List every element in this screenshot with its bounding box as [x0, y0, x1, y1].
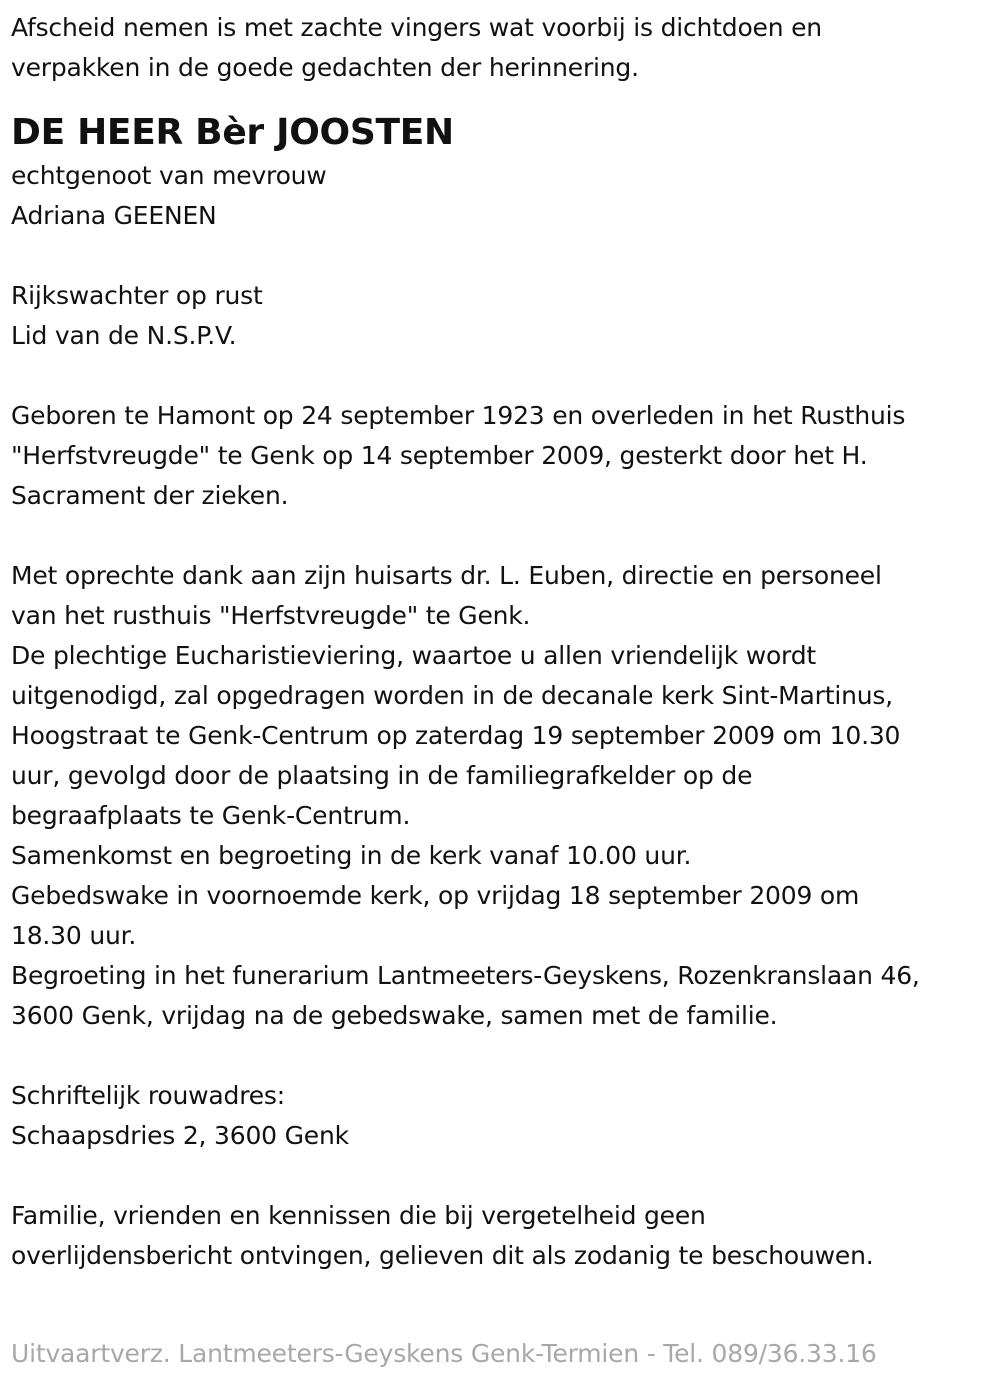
- paragraph-line: De plechtige Eucharistieviering, waartoe u allen vriendelijk wordt: [11, 641, 816, 670]
- spouse-info: [11, 156, 991, 236]
- quote-line: verpakken in de goede gedachten der herinnering.: [11, 53, 639, 82]
- closing-paragraph: [11, 1196, 991, 1276]
- role-line: Lid van de N.S.P.V.: [11, 321, 237, 350]
- paragraph-line: overlijdensbericht ontvingen, gelieven dit als zodanig te beschouwen.: [11, 1241, 874, 1270]
- ceremony-paragraph: [11, 556, 991, 1036]
- quote-line: Afscheid nemen is met zachte vingers wat voorbij is dichtdoen en: [11, 13, 822, 42]
- paragraph-line: Samenkomst en begroeting in de kerk vanaf 10.00 uur.: [11, 841, 692, 870]
- funeral-home-footer: Uitvaartverz. Lantmeeters-Geyskens Genk-Termien - Tel. 089/36.33.16: [11, 1339, 877, 1368]
- paragraph-line: Begroeting in het funerarium Lantmeeters-Geyskens, Rozenkranslaan 46,: [11, 961, 920, 990]
- deceased-name: DE HEER Bèr JOOSTEN: [11, 112, 454, 153]
- paragraph-line: "Herfstvreugde" te Genk op 14 september 2009, gesterkt door het H.: [11, 441, 868, 470]
- paragraph-line: van het rusthuis "Herfstvreugde" te Genk.: [11, 601, 531, 630]
- spacer: [11, 516, 991, 556]
- spouse-line: echtgenoot van mevrouw: [11, 161, 327, 190]
- paragraph-line: uur, gevolgd door de plaatsing in de familiegrafkelder op de: [11, 761, 753, 790]
- paragraph-line: 3600 Genk, vrijdag na de gebedswake, samen met de familie.: [11, 1001, 778, 1030]
- paragraph-line: uitgenodigd, zal opgedragen worden in de decanale kerk Sint-Martinus,: [11, 681, 893, 710]
- spacer: [11, 236, 991, 276]
- roles: [11, 276, 991, 356]
- spacer: [11, 1036, 991, 1076]
- mourning-address: [11, 1076, 991, 1156]
- spacer: [11, 356, 991, 396]
- address-label: Schriftelijk rouwadres:: [11, 1081, 285, 1110]
- paragraph-line: Hoogstraat te Genk-Centrum op zaterdag 19 september 2009 om 10.30: [11, 721, 901, 750]
- paragraph-line: Gebedswake in voornoemde kerk, op vrijdag 18 september 2009 om: [11, 881, 860, 910]
- birth-death-paragraph: [11, 396, 991, 516]
- paragraph-line: begraafplaats te Genk-Centrum.: [11, 801, 411, 830]
- paragraph-line: Familie, vrienden en kennissen die bij vergetelheid geen: [11, 1201, 706, 1230]
- paragraph-line: Sacrament der zieken.: [11, 481, 289, 510]
- opening-quote: [11, 8, 991, 88]
- obituary-notice: [11, 8, 991, 1276]
- paragraph-line: 18.30 uur.: [11, 921, 137, 950]
- paragraph-line: Met oprechte dank aan zijn huisarts dr. L. Euben, directie en personeel: [11, 561, 882, 590]
- address-value: Schaapsdries 2, 3600 Genk: [11, 1121, 349, 1150]
- paragraph-line: Geboren te Hamont op 24 september 1923 en overleden in het Rusthuis: [11, 401, 906, 430]
- role-line: Rijkswachter op rust: [11, 281, 263, 310]
- spacer: [11, 1156, 991, 1196]
- spouse-name: Adriana GEENEN: [11, 201, 217, 230]
